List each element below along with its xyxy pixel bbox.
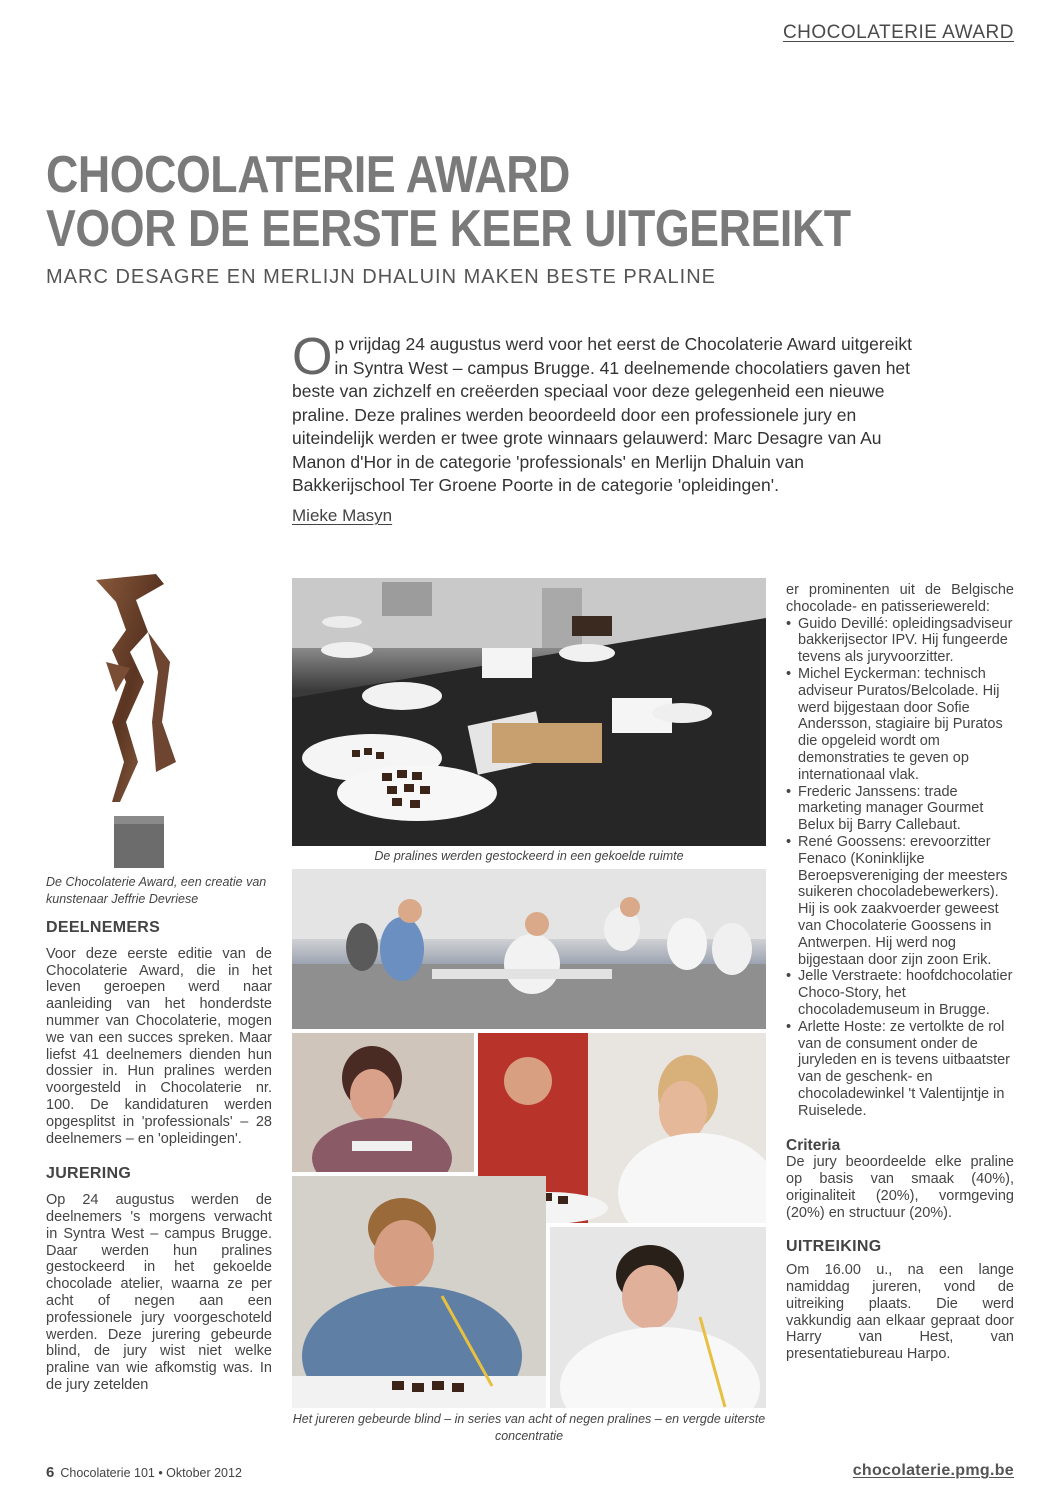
jury-member: • Michel Eyckerman: technisch adviseur Puratos/Belcolade. Hij werd bijgestaan door Sofie Andersson, stagiaire bij Puratos die opgeleid wordt om demonstraties te geven op internationaal vlak. (786, 666, 1014, 784)
issue-info: Chocolaterie 101 • Oktober 2012 (60, 1466, 242, 1480)
page-number: 6 (46, 1464, 55, 1481)
photo-pralines-display (292, 578, 766, 846)
paragraph-deelnemers: Voor deze eerste editie van de Chocolaterie Award, die in het leven geroepen werd naar aanleiding van het honderdste nummer van Chocolaterie, mogen we van een succes spreken. Maar liefst 41 deelnemers dienden hun dossier in. Hun pralines werden voorgesteld in Chocolaterie nr. 100. De kandidaturen werden opgesplitst in 'professionals' – 28 deelnemers – en 'opleidingen'. (46, 945, 272, 1147)
jury-member: • Jelle Verstraete: hoofdchocolatier Choco-Story, het chocolademuseum in Brugge. (786, 968, 1014, 1018)
paragraph-uitreiking: Om 16.00 u., na een lange namiddag jureren, vond de uitreiking plaats. Die werd vakkundig aan elkaar gepraat door Harry van Hest, van presentatiebureau Harpo. (786, 1262, 1014, 1363)
headline-line-1: CHOCOLATERIE AWARD (46, 146, 570, 204)
photo-jury-young-chef (550, 1227, 766, 1408)
right-column (786, 582, 1014, 1363)
left-column (46, 920, 272, 1394)
photo-jury-man-glasses (292, 1176, 546, 1408)
paragraph-criteria: De jury beoordeelde elke praline op basis van smaak (40%), originaliteit (20%), vormgeving (20%) en structuur (20%). (786, 1154, 1014, 1221)
footer-website-link[interactable]: chocolaterie.pmg.be (852, 1462, 1014, 1479)
jury-member: • Arlette Hoste: ze vertolkte de rol van de consument onder de juryleden en is tevens uitbaatster van de geschenk- en chocoladewinkel 't Valentijntje in Ruiselede. (786, 1019, 1014, 1120)
photo-caption-2: Het jureren gebeurde blind – in series van acht of negen pralines – en vergde uiterste concentratie (292, 1412, 766, 1443)
intro-text: p vrijdag 24 augustus werd voor het eerst de Chocolaterie Award uitgereikt in Syntra West – campus Brugge. 41 deelnemende chocolatiers gaven het beste van zichzelf en creëerden speciaal voor deze gelegenheid een nieuwe praline. Deze pralines werden beoordeeld door een professionele jury en uiteindelijk werden er twee grote winnaars gelauwerd: Marc Desagre van Au Manon d'Hor in de categorie 'professionals' en Merlijn Dhaluin van Bakkerijschool Ter Groene Poorte in de categorie 'opleidingen'. (292, 334, 912, 495)
trophy-image (86, 572, 186, 872)
heading-deelnemers: DEELNEMERS (46, 919, 161, 936)
footer-issue (46, 1464, 242, 1481)
jury-member: • Frederic Janssens: trade marketing manager Gourmet Belux bij Barry Callebaut. (786, 784, 1014, 834)
jury-list (786, 616, 1014, 1120)
heading-jurering: JURERING (46, 1165, 132, 1183)
subheadline: MARC DESAGRE EN MERLIJN DHALUIN MAKEN BESTE PRALINE (46, 266, 717, 288)
photo-jury-woman (292, 1033, 474, 1172)
section-tag: CHOCOLATERIE AWARD (782, 22, 1014, 43)
author-byline[interactable]: Mieke Masyn (292, 506, 393, 525)
jury-intro: er prominenten uit de Belgische chocolade- en patisseriewereld: (786, 582, 1014, 615)
paragraph-jurering: Op 24 augustus werden de deelnemers 's morgens verwacht in Syntra West – campus Brugge. Daar werden hun pralines gestockeerd in het gekoelde chocolade atelier, waarna ze per acht of negen aan een professionele jury voorgeschoteld werden. Deze jurering gebeurde blind, de jury wist niet welke praline van wie afkomstig was. In de jury zetelden (46, 1192, 272, 1393)
intro-paragraph (292, 328, 914, 498)
heading-uitreiking: UITREIKING (786, 1238, 882, 1256)
photo-jury-tables (292, 869, 766, 1029)
trophy-caption: De Chocolaterie Award, een creatie van kunstenaar Jeffrie Devriese (46, 875, 267, 906)
drop-cap: O (292, 328, 333, 386)
headline (46, 148, 872, 256)
jury-member: • Guido Devillé: opleidingsadviseur bakkerijsector IPV. Hij fungeerde tevens als juryvoorzitter. (786, 616, 1014, 666)
heading-criteria: Criteria (786, 1136, 841, 1154)
jury-member: • René Goossens: erevoorzitter Fenaco (Koninklijke Beroepsvereniging der meesters suikeren chocoladebewerkers). Hij is ook zaakvoerder geweest van Chocolaterie Goossens in Antwerpen. Hij werd nog bijgestaan door zijn zoon Erik. (786, 834, 1014, 968)
photo-caption-1: De pralines werden gestockeerd in een gekoelde ruimte (374, 849, 684, 863)
headline-line-2: VOOR DE EERSTE KEER UITGEREIKT (46, 200, 851, 258)
